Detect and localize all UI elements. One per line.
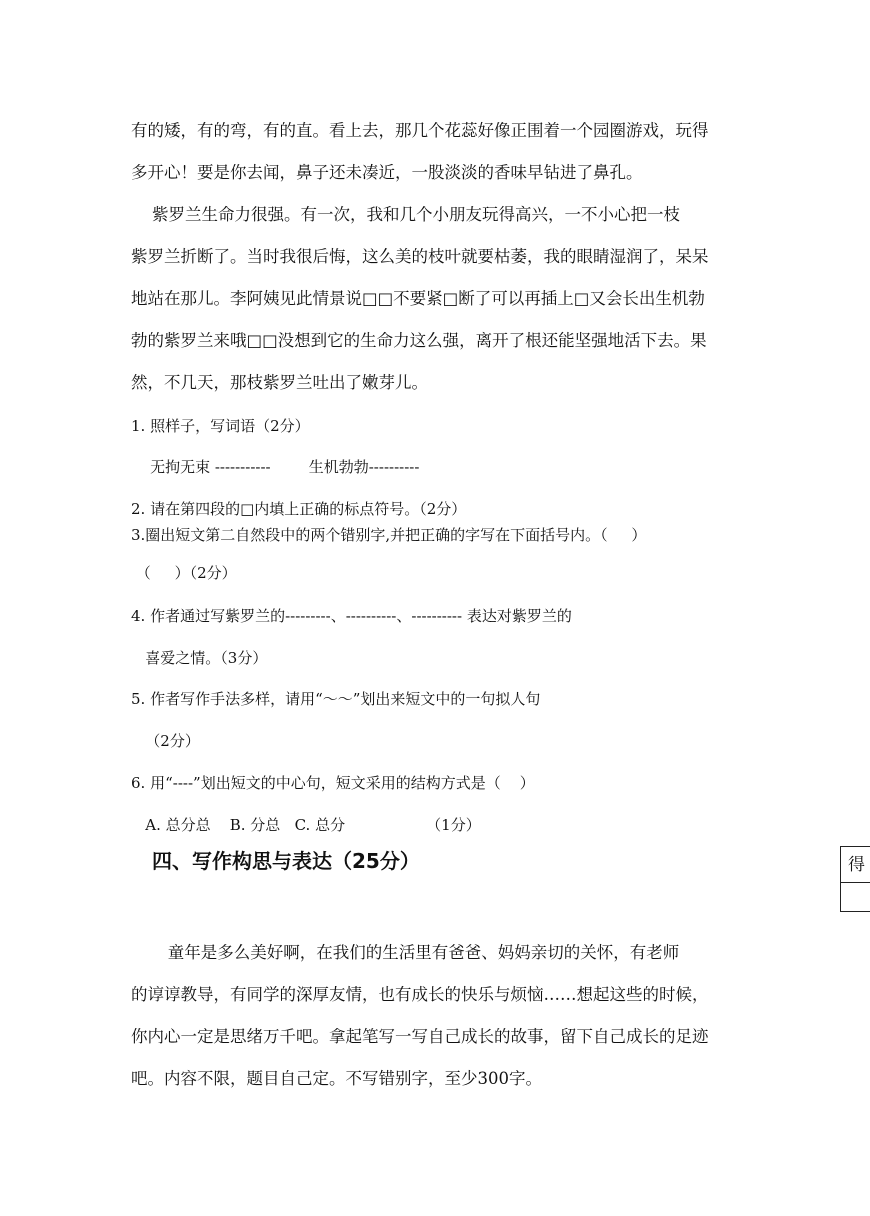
score-box: [840, 846, 870, 912]
passage-line: 有的矮，有的弯，有的直。看上去，那几个花蕊好像正围着一个园圈游戏，玩得: [131, 121, 709, 140]
passage-line: 紫罗兰生命力很强。有一次，我和几个小朋友玩得高兴，一不小心把一枝: [131, 205, 680, 224]
question-4-continued: 喜爱之情。（3分）: [131, 649, 268, 667]
section-heading: 四、写作构思与表达（25分）: [152, 849, 420, 873]
question-1-examples: 无拘无束 ----------- 生机勃勃----------: [131, 458, 420, 476]
question-5: 5. 作者写作手法多样，请用“～～”划出来短文中的一句拟人句: [131, 690, 541, 708]
question-2: 2. 请在第四段的□内填上正确的标点符号。（2分）: [131, 500, 467, 518]
passage-line: 紫罗兰折断了。当时我很后悔，这么美的枝叶就要枯萎，我的眼睛湿润了，呆呆: [131, 247, 709, 266]
question-1: 1. 照样子，写词语（2分）: [131, 417, 310, 435]
question-3-continued: （ ）（2分）: [131, 564, 237, 582]
passage-line: 然，不几天，那枝紫罗兰吐出了嫩芽儿。: [131, 373, 428, 392]
passage-line: 勃的紫罗兰来哦□□没想到它的生命力这么强，离开了根还能坚强地活下去。果: [131, 331, 707, 350]
score-box-label: 得: [841, 847, 870, 883]
question-3: 3.圈出短文第二自然段中的两个错别字,并把正确的字写在下面括号内。（ ）: [131, 526, 647, 544]
prompt-line: 吧。内容不限，题目自己定。不写错别字，至少300字。: [131, 1069, 542, 1088]
question-4: 4. 作者通过写紫罗兰的---------、----------、---------- 表达对紫罗兰的: [131, 607, 572, 625]
question-5-continued: （2分）: [131, 732, 200, 750]
question-6-options: A. 总分总 B. 分总 C. 总分 （1分）: [131, 816, 481, 834]
prompt-line: 的谆谆教导，有同学的深厚友情，也有成长的快乐与烦恼……想起这些的时候，: [131, 985, 709, 1004]
passage-line: 多开心！要是你去闻，鼻子还未凑近，一股淡淡的香味早钻进了鼻孔。: [131, 163, 643, 182]
prompt-line: 你内心一定是思绪万千吧。拿起笔写一写自己成长的故事，留下自己成长的足迹: [131, 1027, 709, 1046]
prompt-line: 童年是多么美好啊，在我们的生活里有爸爸、妈妈亲切的关怀，有老师: [131, 943, 680, 962]
question-6: 6. 用“----”划出短文的中心句，短文采用的结构方式是（ ）: [131, 774, 535, 792]
passage-line: 地站在那儿。李阿姨见此情景说□□不要紧□断了可以再插上□又会长出生机勃: [131, 289, 705, 308]
